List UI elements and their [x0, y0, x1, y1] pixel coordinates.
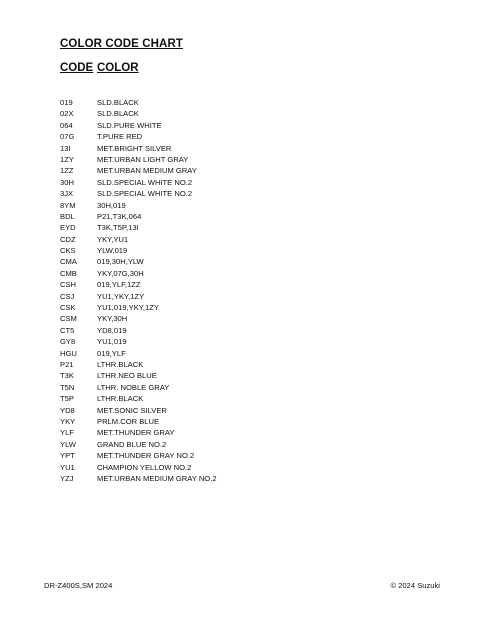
table-row [60, 177, 440, 188]
table-row [60, 393, 440, 404]
color-code: YLW [60, 439, 76, 449]
color-code: 30H [60, 177, 74, 187]
color-code: YZJ [60, 473, 74, 483]
color-name: YU1,019,YKY,1ZY [97, 303, 159, 313]
table-row [60, 450, 440, 461]
color-code: 064 [60, 120, 73, 130]
color-code: CSH [60, 280, 77, 290]
color-name: 019,YLF [97, 348, 126, 358]
table-row [60, 165, 440, 176]
table-row [60, 97, 440, 108]
color-code: YU1 [60, 462, 75, 472]
color-name: YD8,019 [97, 325, 127, 335]
table-row [60, 427, 440, 438]
table-row [60, 325, 440, 336]
color-name: SLD.BLACK [97, 98, 139, 107]
color-code: 1ZY [60, 154, 74, 164]
table-row [60, 348, 440, 359]
table-row [60, 200, 440, 211]
color-name: MET.URBAN LIGHT GRAY [97, 154, 189, 164]
table-row [60, 302, 440, 313]
table-row [60, 336, 440, 347]
color-code: 13I [60, 143, 71, 153]
color-column-header: COLOR [97, 62, 139, 74]
color-name: GRAND BLUE NO.2 [97, 439, 167, 449]
color-code: CMA [60, 257, 77, 267]
table-row [60, 188, 440, 199]
table-row [60, 268, 440, 279]
table-row [60, 359, 440, 370]
color-code: YPT [60, 451, 75, 461]
table-row [60, 222, 440, 233]
color-code: 019 [60, 98, 73, 107]
code-column-header: CODE [60, 62, 94, 74]
color-name: YKY,07G,30H [97, 268, 144, 278]
table-row [60, 462, 440, 473]
color-name: SLD.PURE WHITE [97, 120, 162, 130]
color-name: 019,YLF,1ZZ [97, 280, 141, 290]
page-title: COLOR CODE CHART [60, 38, 183, 50]
footer-model-year: DR-Z400S,SM 2024 [44, 581, 113, 590]
color-name: MET.URBAN MEDIUM GRAY [97, 166, 197, 176]
color-name: YU1,019 [97, 337, 127, 347]
color-name: LTHR.BLACK [97, 394, 144, 404]
color-name: YKY,30H [97, 314, 128, 324]
color-name: LTHR.BLACK [97, 359, 144, 369]
table-row [60, 108, 440, 119]
table-row [60, 154, 440, 165]
table-row [60, 234, 440, 245]
table-row [60, 405, 440, 416]
color-code: P21 [60, 359, 74, 369]
table-row [60, 291, 440, 302]
color-name: YLW,019 [97, 246, 128, 256]
color-name: PRLM.COR BLUE [97, 416, 160, 426]
color-code: T3K [60, 371, 74, 381]
table-row [60, 256, 440, 267]
table-row [60, 279, 440, 290]
table-row [60, 131, 440, 142]
color-code: GY8 [60, 337, 76, 347]
table-row [60, 211, 440, 222]
table-row [60, 416, 440, 427]
table-row [60, 245, 440, 256]
color-code: CMB [60, 268, 77, 278]
color-code: CKS [60, 246, 76, 256]
color-name: T3K,T5P,13I [97, 223, 139, 233]
color-code: CT5 [60, 325, 75, 335]
color-name: MET.SONIC SILVER [97, 405, 167, 415]
color-code: YD8 [60, 405, 75, 415]
color-code: BDL [60, 211, 75, 221]
color-name: SLD.SPECIAL WHITE NO.2 [97, 177, 193, 187]
color-name: YKY,YU1 [97, 234, 129, 244]
color-code: CSK [60, 303, 76, 313]
color-code: 8YM [60, 200, 76, 210]
color-code: 02X [60, 109, 74, 119]
table-row [60, 143, 440, 154]
table-row [60, 120, 440, 131]
footer-copyright: © 2024 Suzuki [390, 581, 440, 590]
color-code: YLF [60, 428, 74, 438]
table-row [60, 370, 440, 381]
table-row [60, 313, 440, 324]
color-name: T.PURE RED [97, 132, 143, 142]
color-name: CHAMPION YELLOW NO.2 [97, 462, 192, 472]
color-code: 3JX [60, 189, 74, 199]
color-name: 30H,019 [97, 200, 126, 210]
color-name: P21,T3K,064 [97, 211, 142, 221]
color-code: CSJ [60, 291, 75, 301]
table-row [60, 473, 440, 484]
color-name: SLD.SPECIAL WHITE NO.2 [97, 189, 193, 199]
color-name: MET.URBAN MEDIUM GRAY NO.2 [97, 473, 217, 483]
color-name: 019,30H,YLW [97, 257, 144, 267]
color-code: HGU [60, 348, 77, 358]
color-code: EYD [60, 223, 76, 233]
color-code: T5P [60, 394, 74, 404]
color-code: T5N [60, 382, 75, 392]
color-name: MET.BRIGHT SILVER [97, 143, 172, 153]
table-row [60, 439, 440, 450]
color-code: 1ZZ [60, 166, 74, 176]
color-name: SLD.BLACK [97, 109, 139, 119]
color-name: LTHR. NOBLE GRAY [97, 382, 170, 392]
color-name: MET.THUNDER GRAY [97, 428, 175, 438]
color-name: MET.THUNDER GRAY NO.2 [97, 451, 195, 461]
color-code: YKY [60, 416, 76, 426]
color-name: LTHR.NEO BLUE [97, 371, 157, 381]
color-name: YU1,YKY,1ZY [97, 291, 145, 301]
color-code-list [60, 97, 440, 484]
color-code: CDZ [60, 234, 76, 244]
color-code: CSM [60, 314, 77, 324]
color-code: 07G [60, 132, 75, 142]
table-row [60, 382, 440, 393]
